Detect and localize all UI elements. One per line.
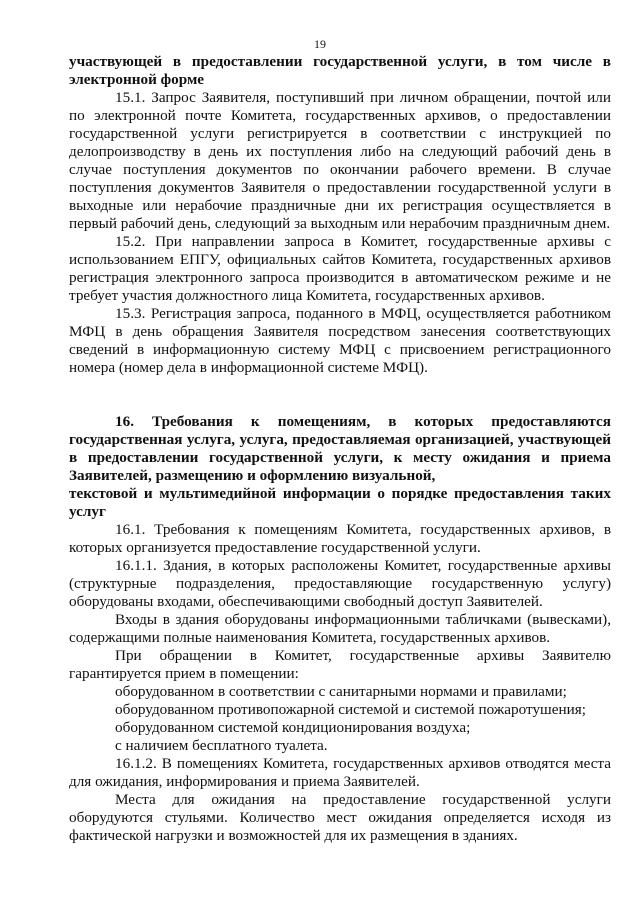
document-body	[69, 53, 611, 845]
list-item: оборудованном противопожарной системой и системой пожаротушения;	[115, 701, 586, 718]
paragraph-entrances: Входы в здания оборудованы информационными табличками (вывесками), содержащими полные наименования Комитета, государственных архивов.	[69, 611, 611, 646]
section-16-title-line1: 16. Требования к помещениям, в которых предоставляются государственная услуга, услуга, предоставляемая организацией, участвующей в предоставлении государственной услуги, к месту ожидания и приема Заявителей, размещению и оформлению визуальной,	[69, 413, 611, 484]
paragraph-15-3: 15.3. Регистрация запроса, поданного в МФЦ, осуществляется работником МФЦ в день обращения Заявителя посредством занесения соответствующих сведений в информационную систему МФЦ с присвоением регистрационного номера (номер дела в информационной системе МФЦ).	[69, 305, 611, 376]
section-16-title-line2: текстовой и мультимедийной информации о порядке предоставления таких услуг	[69, 485, 611, 520]
list-item: оборудованном системой кондиционирования воздуха;	[115, 719, 471, 736]
list-item: с наличием бесплатного туалета.	[115, 737, 328, 754]
paragraph-16-1: 16.1. Требования к помещениям Комитета, государственных архивов, в которых организуется предоставление государственной услуги.	[69, 521, 611, 556]
paragraph-guarantee: При обращении в Комитет, государственные архивы Заявителю гарантируется прием в помещении:	[69, 647, 611, 682]
list-item: оборудованном в соответствии с санитарными нормами и правилами;	[115, 683, 567, 700]
paragraph-waiting: Места для ожидания на предоставление государственной услуги оборудуются стульями. Количество мест ожидания определяется исходя из фактической нагрузки и возможностей для их размещения в зданиях.	[69, 791, 611, 844]
paragraph-15-1: 15.1. Запрос Заявителя, поступивший при личном обращении, почтой или по электронной почте Комитета, государственных архивов, о предоставлении государственной услуги регистрируется в соответствии с инструкцией по делопроизводству в день их поступления либо на следующий рабочий день в случае поступления документов по окончании рабочего времени. В случае поступления документов Заявителя о предоставлении государственной услуги в выходные или нерабочие праздничные дни их регистрация осуществляется в первый рабочий день, следующий за выходным или нерабочим праздничным днем.	[69, 89, 611, 232]
section-gap	[69, 395, 611, 413]
section-gap	[69, 377, 611, 395]
section-15-title-continuation: участвующей в предоставлении государственной услуги, в том числе в электронной форме	[69, 53, 611, 88]
paragraph-16-1-2: 16.1.2. В помещениях Комитета, государственных архивов отводятся места для ожидания, информирования и приема Заявителей.	[69, 755, 611, 790]
paragraph-16-1-1: 16.1.1. Здания, в которых расположены Комитет, государственные архивы (структурные подразделения, предоставляющие государственную услугу) оборудованы входами, обеспечивающими свободный доступ Заявителей.	[69, 557, 611, 610]
page-number: 19	[314, 37, 326, 51]
paragraph-15-2: 15.2. При направлении запроса в Комитет, государственные архивы с использованием ЕПГУ, официальных сайтов Комитета, государственных архивов регистрация электронного запроса производится в автоматическом режиме и не требует участия должностного лица Комитета, государственных архивов.	[69, 233, 611, 304]
